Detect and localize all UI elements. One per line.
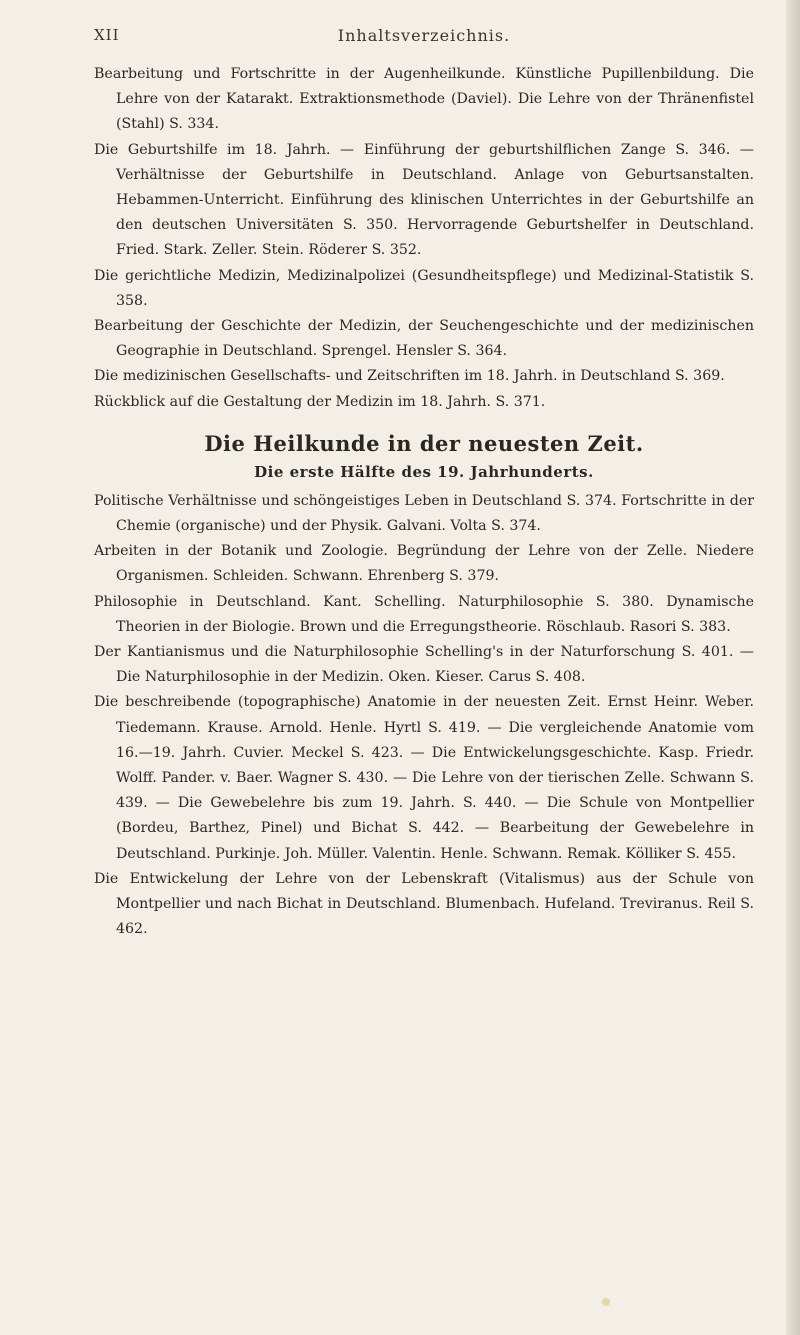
section-subtitle: Die erste Hälfte des 19. Jahrhunderts. — [254, 462, 594, 481]
toc-entry: Bearbeitung der Geschichte der Medizin, der Seuchengeschichte und der medizinischen Geographie in Deutschland. Sprengel. Hensler S. 364. — [94, 318, 754, 360]
page-edge-shadow — [786, 0, 800, 1335]
page-number: XII — [94, 26, 120, 44]
toc-entry: Die beschreibende (topographische) Anatomie in der neuesten Zeit. Ernst Heinr. Weber. Tiedemann. Krause. Arnold. Henle. Hyrtl S. 419. — Die vergleichende Anatomie vom 16.—19. Jahrh. Cuvier. Meckel S. 423. — Die Entwickelungsgeschichte. Kasp. Friedr. Wolff. Pander. v. Baer. Wagner S. 430. — Die Lehre von der tierischen Zelle. Schwann S. 439. — Die Gewebelehre bis zum 19. Jahrh. S. 440. — Die Schule von Montpellier (Bordeu, Barthez, Pinel) und Bichat S. 442. — Bearbeitung der Gewebelehre in Deutschland. Purkinje. Joh. Müller. Valentin. Henle. Schwann. Remak. Kölliker S. 455. — [94, 694, 754, 862]
toc-entry: Die Geburtshilfe im 18. Jahrh. — Einführung der geburtshilflichen Zange S. 346. — Verhältnisse der Geburtshilfe in Deutschland. Anlage von Geburtsanstalten. Hebammen-Unterricht. Einführung des klinischen Unterrichtes in der Geburtshilfe an den deutschen Universitäten S. 350. Hervorragende Geburtshelfer in Deutschland. Fried. Stark. Zeller. Stein. Röderer S. 352. — [94, 141, 754, 259]
toc-entry: Rückblick auf die Gestaltung der Medizin im 18. Jahrh. S. 371. — [94, 393, 546, 410]
page-header — [94, 26, 754, 54]
paper-stain — [602, 1298, 610, 1306]
toc-entry: Politische Verhältnisse und schöngeistiges Leben in Deutschland S. 374. Fortschritte in der Chemie (organische) und der Physik. Galvani. Volta S. 374. — [94, 492, 754, 535]
toc-entry: Der Kantianismus und die Naturphilosophie Schelling's in der Naturforschung S. 401. — Die Naturphilosophie in der Medizin. Oken. Kieser. Carus S. 408. — [94, 644, 754, 686]
toc-entry: Bearbeitung und Fortschritte in der Augenheilkunde. Künstliche Pupillenbildung. Die Lehre von der Katarakt. Extraktionsmethode (Daviel). Die Lehre von der Thränenfistel (Stahl) S. 334. — [94, 66, 754, 133]
toc-entry: Philosophie in Deutschland. Kant. Schelling. Naturphilosophie S. 380. Dynamische Theorien in der Biologie. Brown und die Erregungstheorie. Röschlaub. Rasori S. 383. — [94, 593, 754, 635]
toc-entry: Die gerichtliche Medizin, Medizinalpolizei (Gesundheitspflege) und Medizinal-Statistik S. 358. — [94, 267, 754, 309]
running-title: Inhaltsverzeichnis. — [337, 26, 511, 45]
toc-entry: Die Entwickelung der Lehre von der Lebenskraft (Vitalismus) aus der Schule von Montpellier und nach Bichat in Deutschland. Blumenbach. Hufeland. Treviranus. Reil S. 462. — [94, 870, 754, 938]
toc-entry: Die medizinischen Gesellschafts- und Zeitschriften im 18. Jahrh. in Deutschland S. 369. — [94, 368, 725, 385]
toc-body — [94, 62, 754, 943]
toc-entry: Arbeiten in der Botanik und Zoologie. Begründung der Lehre von der Zelle. Niedere Organismen. Schleiden. Schwann. Ehrenberg S. 379. — [94, 543, 754, 585]
section-title: Die Heilkunde in der neuesten Zeit. — [204, 430, 644, 456]
